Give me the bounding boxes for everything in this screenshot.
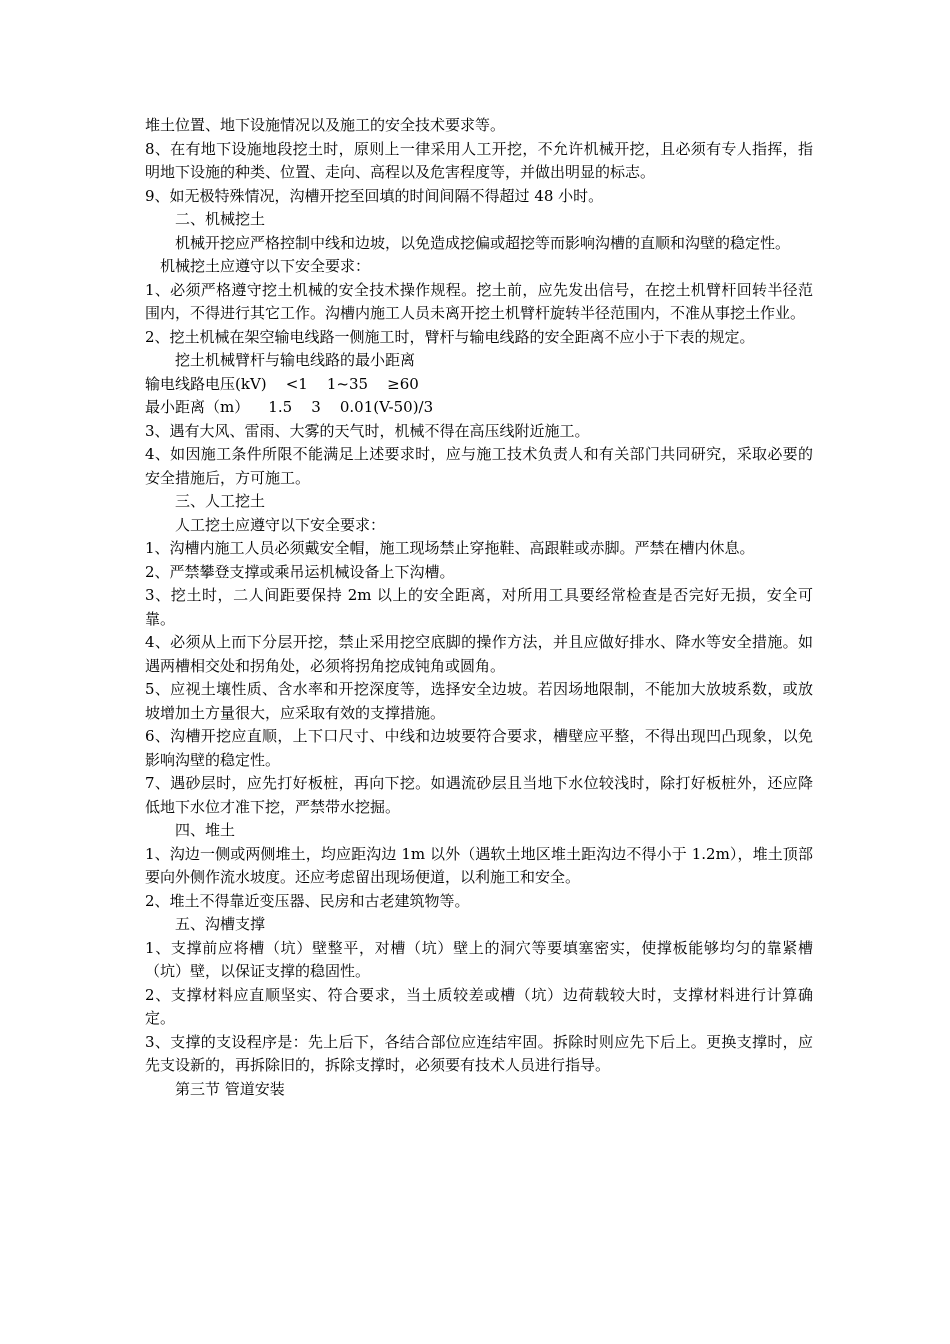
table-row: 输电线路电压(kV) <1 1~35 ≥60 [145, 374, 419, 393]
section-heading: 第三节 管道安装 [175, 1079, 285, 1098]
section-heading: 二、机械挖土 [175, 210, 266, 228]
paragraph: 2、严禁攀登支撑或乘吊运机械设备上下沟槽。 [145, 562, 455, 581]
paragraph: 4、必须从上而下分层开挖，禁止采用挖空底脚的操作方法，并且应做好排水、降水等安全措施。如遇两槽相交处和拐角处，必须将拐角挖成钝角或圆角。 [145, 633, 813, 675]
paragraph: 2、支撑材料应直顺坚实、符合要求，当土质较差或槽（坑）边荷载较大时，支撑材料进行计算确定。 [145, 985, 813, 1027]
paragraph: 5、应视土壤性质、含水率和开挖深度等，选择安全边坡。若因场地限制，不能加大放坡系数，或放坡增加土方量很大，应采取有效的支撑措施。 [145, 680, 813, 722]
paragraph: 6、沟槽开挖应直顺，上下口尺寸、中线和边坡要符合要求，槽壁应平整，不得出现凹凸现象，以免影响沟壁的稳定性。 [145, 727, 813, 769]
paragraph: 3、挖土时，二人间距要保持 2m 以上的安全距离，对所用工具要经常检查是否完好无损，安全可靠。 [145, 586, 813, 628]
paragraph: 9、如无极特殊情况，沟槽开挖至回填的时间间隔不得超过 48 小时。 [145, 186, 604, 205]
paragraph: 人工挖土应遵守以下安全要求： [175, 515, 386, 534]
paragraph: 1、沟边一侧或两侧堆土，均应距沟边 1m 以外（遇软土地区堆土距沟边不得小于 1.2m），堆土顶部要向外侧作流水坡度。还应考虑留出现场便道，以利施工和安全。 [145, 844, 813, 886]
paragraph: 8、在有地下设施地段挖土时，原则上一律采用人工开挖，不允许机械开挖，且必须有专人指挥，指明地下设施的种类、位置、走向、高程以及危害程度等，并做出明显的标志。 [145, 139, 813, 181]
paragraph: 机械开挖应严格控制中线和边坡，以免造成挖偏或超挖等而影响沟槽的直顺和沟壁的稳定性。 [175, 233, 791, 252]
paragraph: 2、挖土机械在架空输电线路一侧施工时，臂杆与输电线路的安全距离不应小于下表的规定。 [145, 327, 755, 346]
table-caption: 挖土机械臂杆与输电线路的最小距离 [175, 351, 416, 369]
section-heading: 四、堆土 [175, 821, 236, 839]
paragraph: 机械挖土应遵守以下安全要求： [160, 257, 371, 275]
table-row: 最小距离（m） 1.5 3 0.01(V-50)/3 [145, 398, 434, 416]
paragraph: 4、如因施工条件所限不能满足上述要求时，应与施工技术负责人和有关部门共同研究，采取必要的安全措施后，方可施工。 [145, 445, 813, 487]
paragraph: 1、必须严格遵守挖土机械的安全技术操作规程。挖土前，应先发出信号，在挖土机臂杆回转半径范围内，不得进行其它工作。沟槽内施工人员未离开挖土机臂杆旋转半径范围内，不准从事挖土作业。 [145, 280, 813, 322]
section-heading: 五、沟槽支撑 [175, 915, 266, 933]
document-body [145, 114, 813, 1101]
paragraph: 1、沟槽内施工人员必须戴安全帽，施工现场禁止穿拖鞋、高跟鞋或赤脚。严禁在槽内休息。 [145, 539, 755, 557]
paragraph: 3、支撑的支设程序是：先上后下，各结合部位应连结牢固。拆除时则应先下后上。更换支撑时，应先支设新的，再拆除旧的，拆除支撑时，必须要有技术人员进行指导。 [145, 1032, 813, 1074]
paragraph: 堆土位置、地下设施情况以及施工的安全技术要求等。 [145, 116, 506, 134]
section-heading: 三、人工挖土 [175, 492, 266, 510]
paragraph: 2、堆土不得靠近变压器、民房和古老建筑物等。 [145, 891, 470, 910]
paragraph: 7、遇砂层时，应先打好板桩，再向下挖。如遇流砂层且当地下水位较浅时，除打好板桩外，还应降低地下水位才准下挖，严禁带水挖掘。 [145, 774, 813, 816]
paragraph: 3、遇有大风、雷雨、大雾的天气时，机械不得在高压线附近施工。 [145, 421, 590, 440]
paragraph: 1、支撑前应将槽（坑）壁整平，对槽（坑）壁上的洞穴等要填塞密实，使撑板能够均匀的靠紧槽（坑）壁，以保证支撑的稳固性。 [145, 938, 813, 980]
